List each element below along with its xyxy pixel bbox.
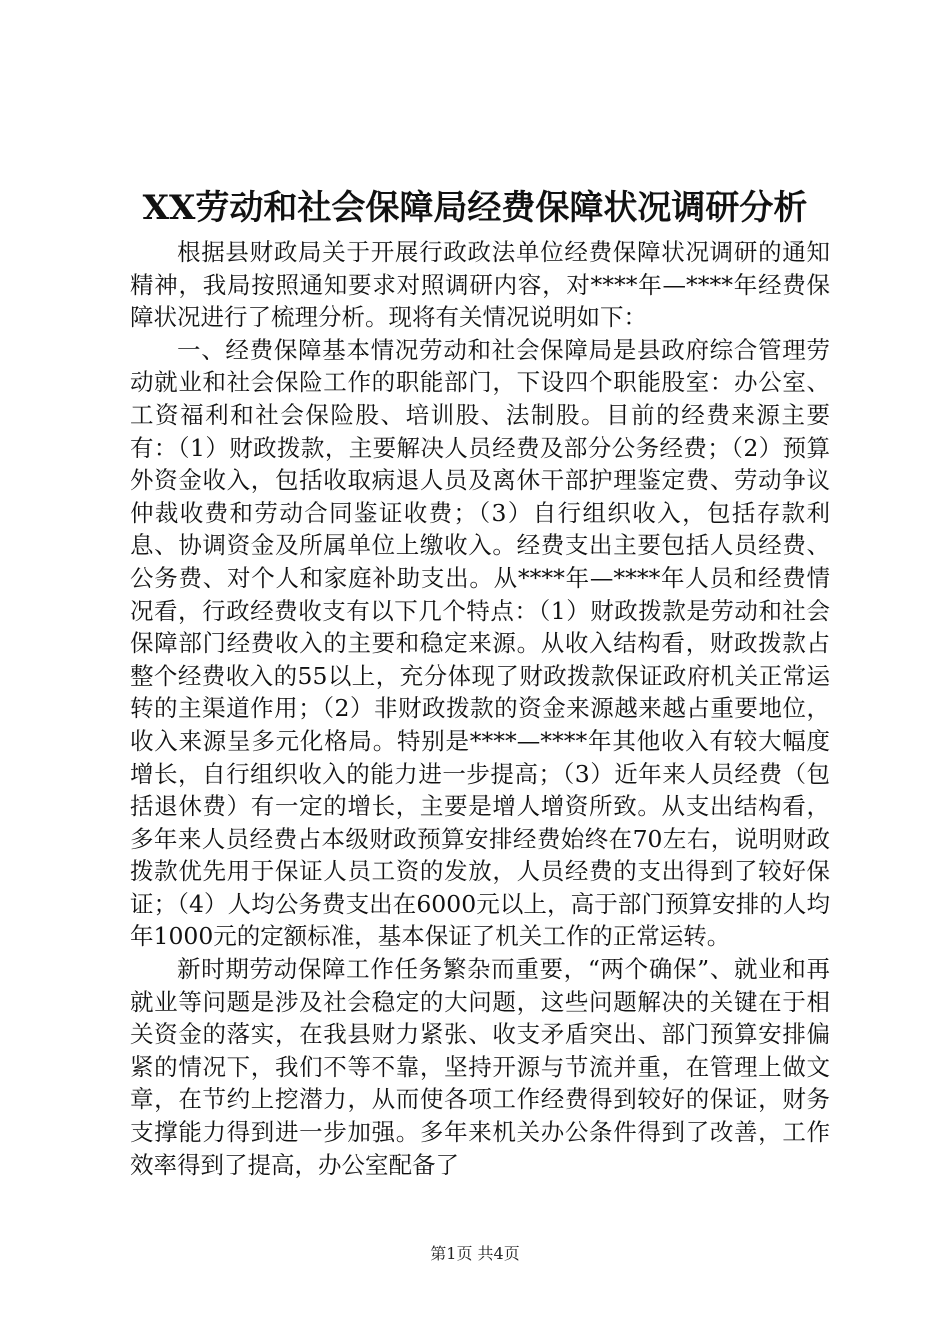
page-footer: 第1页 共4页: [430, 1244, 520, 1263]
document-title: XX劳动和社会保障局经费保障状况调研分析: [142, 188, 808, 228]
paragraph-funding-overview: 一、经费保障基本情况劳动和社会保障局是县政府综合管理劳动就业和社会保险工作的职能部门，下设四个职能股室：办公室、工资福利和社会保险股、培训股、法制股。目前的经费来源主要有：（1）财政拨款，主要解决人员经费及部分公务经费；（2）预算外资金收入，包括收取病退人员及离休干部护理鉴定费、劳动争议仲裁收费和劳动合同鉴证收费；（3）自行组织收入，包括存款利息、协调资金及所属单位上缴收入。经费支出主要包括人员经费、公务费、对个人和家庭补助支出。从****年—****年人员和经费情况看，行政经费收支有以下几个特点：（1）财政拨款是劳动和社会保障部门经费收入的主要和稳定来源。从收入结构看，财政拨款占整个经费收入的55以上，充分体现了财政拨款保证政府机关正常运转的主渠道作用；（2）非财政拨款的资金来源越来越占重要地位，收入来源呈多元化格局。特别是****—****年其他收入有较大幅度增长，自行组织收入的能力进一步提高；（3）近年来人员经费（包括退休费）有一定的增长，主要是增人增资所致。从支出结构看，多年来人员经费占本级财政预算安排经费始终在70左右，说明财政拨款优先用于保证人员工资的发放，人员经费的支出得到了较好保证；（4）人均公务费支出在6000元以上，高于部门预算安排的人均年1000元的定额标准，基本保证了机关工作的正常运转。: [130, 335, 830, 951]
document-body: [130, 236, 830, 1181]
paragraph-intro: 根据县财政局关于开展行政政法单位经费保障状况调研的通知精神，我局按照通知要求对照调研内容，对****年—****年经费保障状况进行了梳理分析。现将有关情况说明如下：: [130, 238, 830, 332]
paragraph-new-period: 新时期劳动保障工作任务繁杂而重要，“两个确保”、就业和再就业等问题是涉及社会稳定的大问题，这些问题解决的关键在于相关资金的落实，在我县财力紧张、收支矛盾突出、部门预算安排偏紧的情况下，我们不等不靠，坚持开源与节流并重，在管理上做文章，在节约上挖潜力，从而使各项工作经费得到较好的保证，财务支撑能力得到进一步加强。多年来机关办公条件得到了改善，工作效率得到了提高，办公室配备了: [130, 955, 830, 1179]
